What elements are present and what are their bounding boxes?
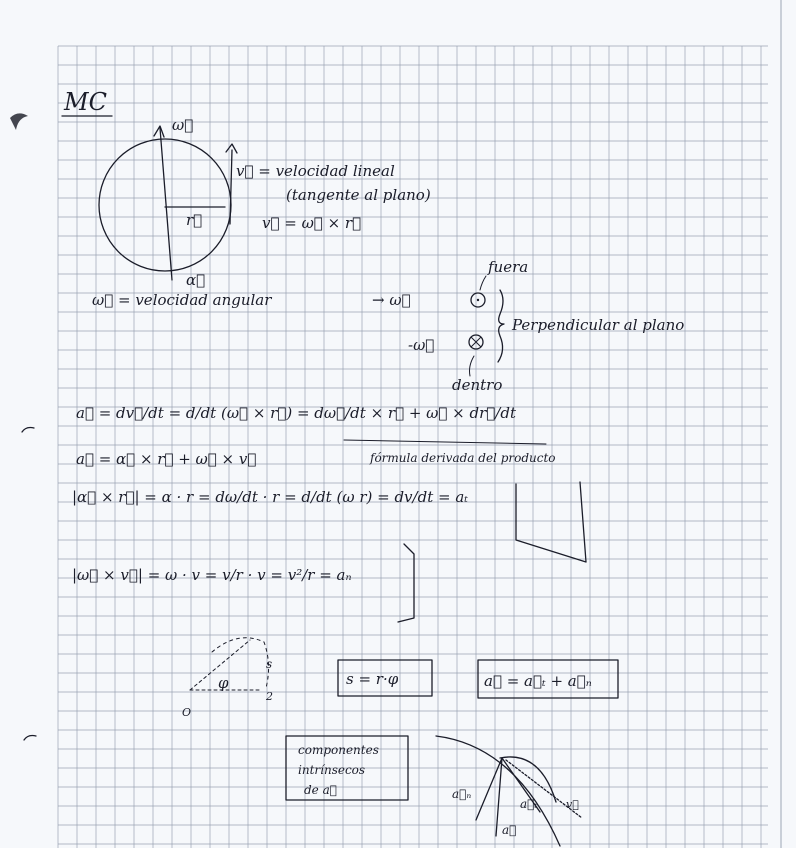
- binder-hole-icon: [10, 113, 28, 130]
- perpendicular-brace: [498, 290, 504, 362]
- tangential-component-label: a⃗ₜ: [520, 797, 538, 811]
- product-rule-note: fórmula derivada del producto: [370, 451, 556, 465]
- angular-velocity-arrow: → ω⃗: [372, 291, 411, 309]
- phi-label: φ: [218, 674, 229, 692]
- binder-hole-icon: [24, 736, 36, 741]
- omega-label: ω⃗: [172, 116, 194, 134]
- velocity-tangent-note: (tangente al plano): [286, 186, 431, 204]
- r-label: r⃗: [186, 211, 203, 229]
- rotation-circle: [99, 139, 231, 271]
- velocity-vector-label: v⃗: [566, 798, 579, 811]
- acceleration-result: a⃗ = α⃗ × r⃗ + ω⃗ × v⃗: [76, 450, 257, 468]
- tangential-box: [516, 482, 586, 562]
- velocity-equation: v⃗ = ω⃗ × r⃗: [262, 214, 362, 232]
- normal-acceleration-eq: |ω⃗ × v⃗| = ω · v = v/r · v = v²/r = aₙ: [72, 566, 352, 584]
- arc-point-label: 2: [266, 690, 273, 703]
- dentro-pointer: [470, 356, 475, 376]
- page-title: MC: [64, 88, 107, 116]
- angular-velocity-definition: ω⃗ = velocidad angular: [92, 291, 272, 309]
- components-line-2: intrínsecos: [298, 763, 366, 777]
- fuera-pointer: [480, 276, 486, 290]
- acceleration-sum-eq: a⃗ = a⃗ₜ + a⃗ₙ: [484, 672, 592, 690]
- derivation-underline: [344, 440, 546, 444]
- omega-arrowhead: [154, 126, 164, 137]
- tangential-acceleration-eq: |α⃗ × r⃗| = α · r = dω/dt · r = d/dt (ω r) = dv/dt = aₜ: [72, 488, 468, 506]
- components-line-1: componentes: [298, 743, 379, 757]
- dentro-label: dentro: [452, 376, 503, 394]
- minus-omega-label: -ω⃗: [408, 336, 435, 354]
- fuera-label: fuera: [488, 258, 529, 276]
- velocity-definition: v⃗ = velocidad lineal: [236, 162, 395, 180]
- normal-component-label: a⃗ₙ: [452, 787, 472, 801]
- normal-box: [398, 544, 414, 622]
- binder-hole-icon: [22, 428, 34, 433]
- acceleration-derivation: a⃗ = dv⃗/dt = d/dt (ω⃗ × r⃗) = dω⃗/dt × r⃗ + ω⃗ × dr⃗/dt: [76, 404, 516, 422]
- origin-label: O: [182, 706, 192, 719]
- alpha-label: α⃗: [186, 271, 206, 289]
- arc-s-label: s: [266, 657, 273, 671]
- perpendicular-note: Perpendicular al plano: [512, 316, 685, 334]
- acceleration-vector-label: a⃗: [502, 823, 517, 837]
- components-line-3: de a⃗: [304, 783, 337, 797]
- grid-lines: [58, 46, 768, 848]
- omega-axis: [160, 128, 172, 280]
- arc-length-eq: s = r·φ: [346, 670, 399, 688]
- out-of-plane-dot: [477, 299, 479, 301]
